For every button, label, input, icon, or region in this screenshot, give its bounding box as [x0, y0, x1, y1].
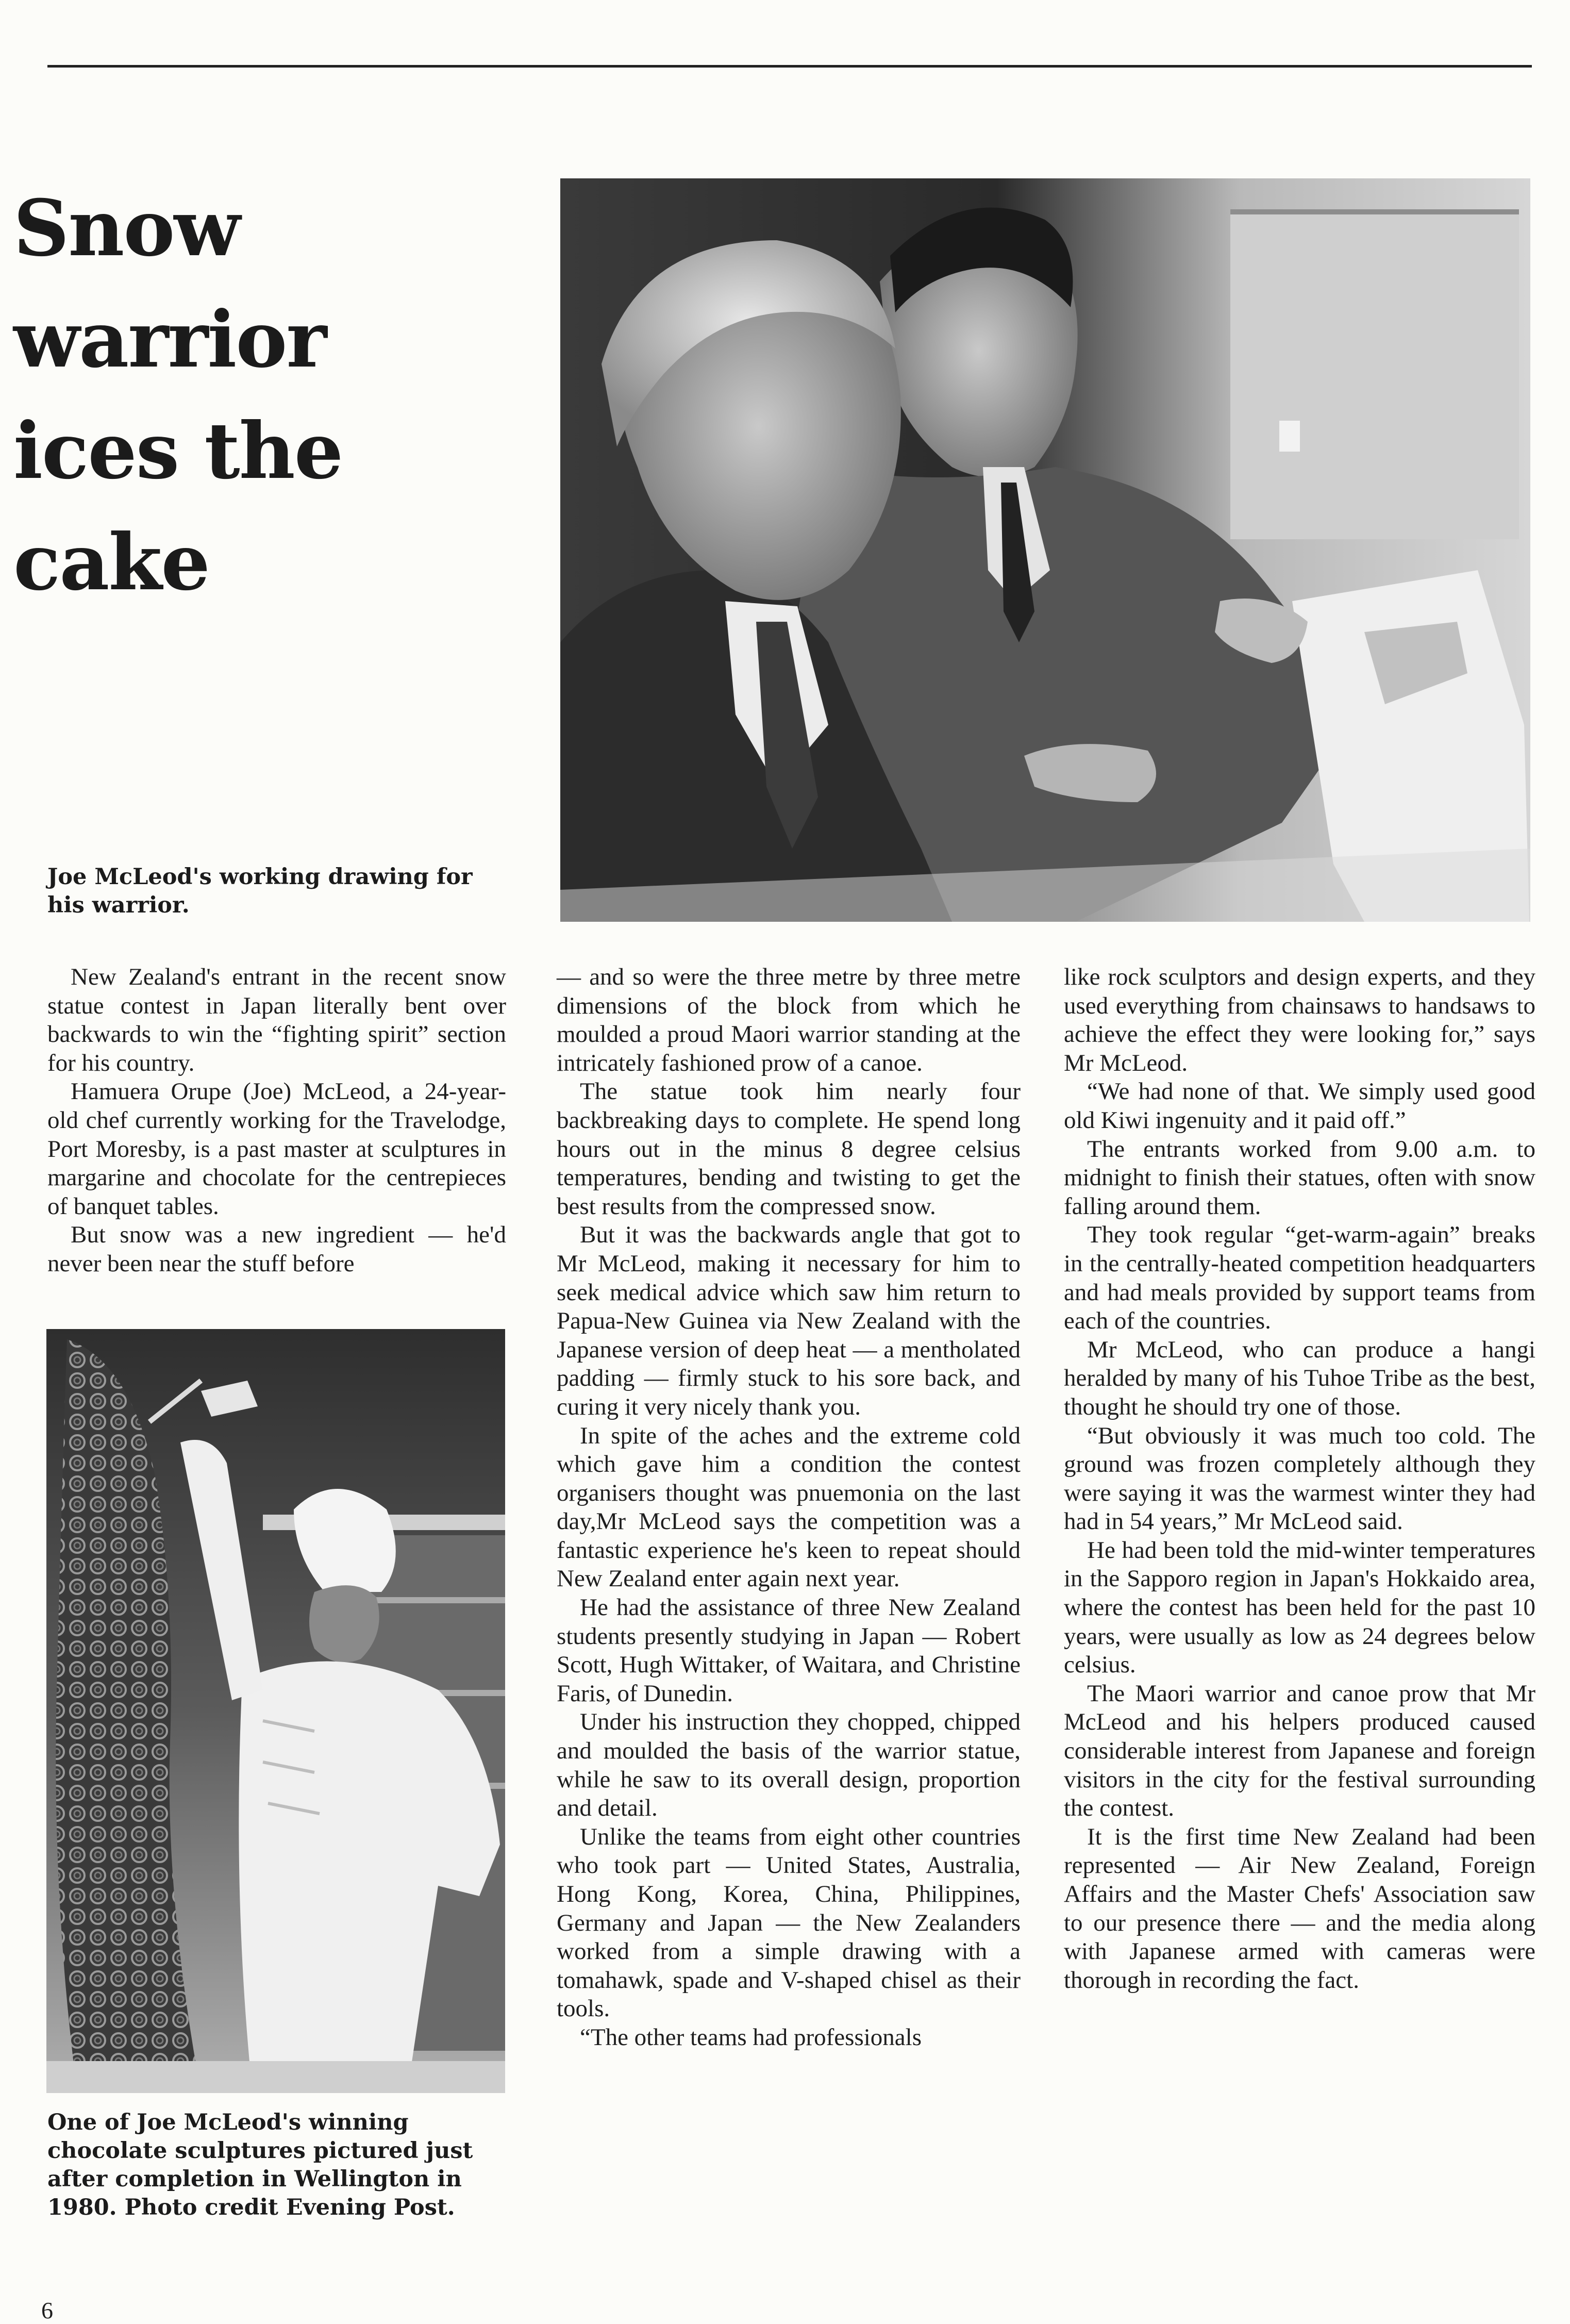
photo-caption-drawing: Joe McLeod's working drawing for his warrior.	[47, 864, 473, 918]
col3-paragraph-8: The Maori warrior and canoe prow that Mr McLeod and his helpers produced caused considerable interest from Japanese and foreign visitors in the city for the festival surrounding the contest.	[1064, 1680, 1535, 1822]
col1-paragraph-1: New Zealand's entrant in the recent snow statue contest in Japan literally bent over backwards to win the “fighting spirit” section for his country.	[47, 964, 506, 1076]
col2-paragraph-1: — and so were the three metre by three metre dimensions of the block from which he moulded a proud Maori warrior standing at the intricately fashioned prow of a canoe.	[557, 964, 1021, 1076]
col3-paragraph-1: like rock sculptors and design experts, and they used everything from chainsaws to handsaws to achieve the effect they were looking for,” says Mr McLeod.	[1064, 964, 1535, 1076]
photo-caption-chocolate: One of Joe McLeod's winning chocolate sculptures pictured just after completion in Wellington in 1980. Photo credit Evening Post.	[47, 2110, 473, 2220]
col2-paragraph-6: Under his instruction they chopped, chipped and moulded the basis of the warrior statue, while he saw to its overall design, proportion and detail.	[557, 1708, 1021, 1822]
page-number: 6	[41, 2297, 53, 2323]
col3-paragraph-4: They took regular “get-warm-again” breaks in the centrally-heated competition headquarters and had meals provided by support teams from each of the countries.	[1064, 1221, 1535, 1335]
article-headline	[13, 173, 544, 618]
article-column-3	[1064, 963, 1535, 1995]
photo-chef-sculpture	[46, 1329, 505, 2093]
col2-paragraph-3: But it was the backwards angle that got to Mr McLeod, making it necessary for him to seek medical advice which saw him return to Papua-New Guinea via New Zealand with the Japanese version of deep heat — a mentholated padding — firmly stuck to his sore back, and curing it very nicely thank you.	[557, 1221, 1021, 1420]
headline-line-2: ices the cake	[13, 406, 343, 608]
col2-paragraph-2: The statue took him nearly four backbreaking days to complete. He spend long hours out in the minus 8 degree celsius temperatures, bending and twisting to get the best results from the compressed snow.	[557, 1078, 1021, 1220]
headline-line-1: Snow warrior	[13, 183, 326, 385]
col3-paragraph-6: “But obviously it was much too cold. The ground was frozen completely although they were saying it was the warmest winter they had had in 54 years,” Mr McLeod said.	[1064, 1422, 1535, 1535]
col3-paragraph-2: “We had none of that. We simply used good old Kiwi ingenuity and it paid off.”	[1064, 1078, 1535, 1134]
col2-paragraph-4: In spite of the aches and the extreme cold which gave him a condition the contest organisers thought was pnuemonia on the last day,Mr McLeod says the competition was a fantastic experience he's keen to repeat should New Zealand enter again next year.	[557, 1422, 1021, 1592]
col1-paragraph-2: Hamuera Orupe (Joe) McLeod, a 24-year-old chef currently working for the Travelodge, Port Moresby, is a past master at sculptures in margarine and chocolate for the centrepieces of banquet tables.	[47, 1078, 506, 1220]
col3-paragraph-5: Mr McLeod, who can produce a hangi heralded by many of his Tuhoe Tribe as the best, thought he should try one of those.	[1064, 1336, 1535, 1420]
top-rule	[47, 65, 1532, 68]
photo-drawing-review	[560, 178, 1530, 922]
col1-paragraph-3: But snow was a new ingredient — he'd never been near the stuff before	[47, 1221, 506, 1277]
col3-paragraph-3: The entrants worked from 9.00 a.m. to midnight to finish their statues, often with snow falling around them.	[1064, 1135, 1535, 1220]
col2-paragraph-8: “The other teams had professionals	[580, 2023, 922, 2051]
col2-paragraph-7: Unlike the teams from eight other countries who took part — United States, Australia, Hong Kong, Korea, China, Philippines, Germany and Japan — the New Zealanders worked from a simple drawing with a tomahawk, spade and V-shaped chisel as their tools.	[557, 1823, 1021, 2022]
article-column-2	[557, 963, 1021, 2052]
col3-paragraph-7: He had been told the mid-winter temperatures in the Sapporo region in Japan's Hokkaido area, where the contest has been held for the past 10 years, were usually as low as 24 degrees below celsius.	[1064, 1536, 1535, 1679]
col3-paragraph-9: It is the first time New Zealand had been represented — Air New Zealand, Foreign Affairs and the Master Chefs' Association saw to our presence there — and the media along with Japanese armed with cameras were thorough in recording the fact.	[1064, 1823, 1535, 1994]
article-column-1	[47, 963, 506, 1279]
col2-paragraph-5: He had the assistance of three New Zealand students presently studying in Japan — Robert Scott, Hugh Wittaker, of Waitara, and Christine Faris, of Dunedin.	[557, 1594, 1021, 1707]
